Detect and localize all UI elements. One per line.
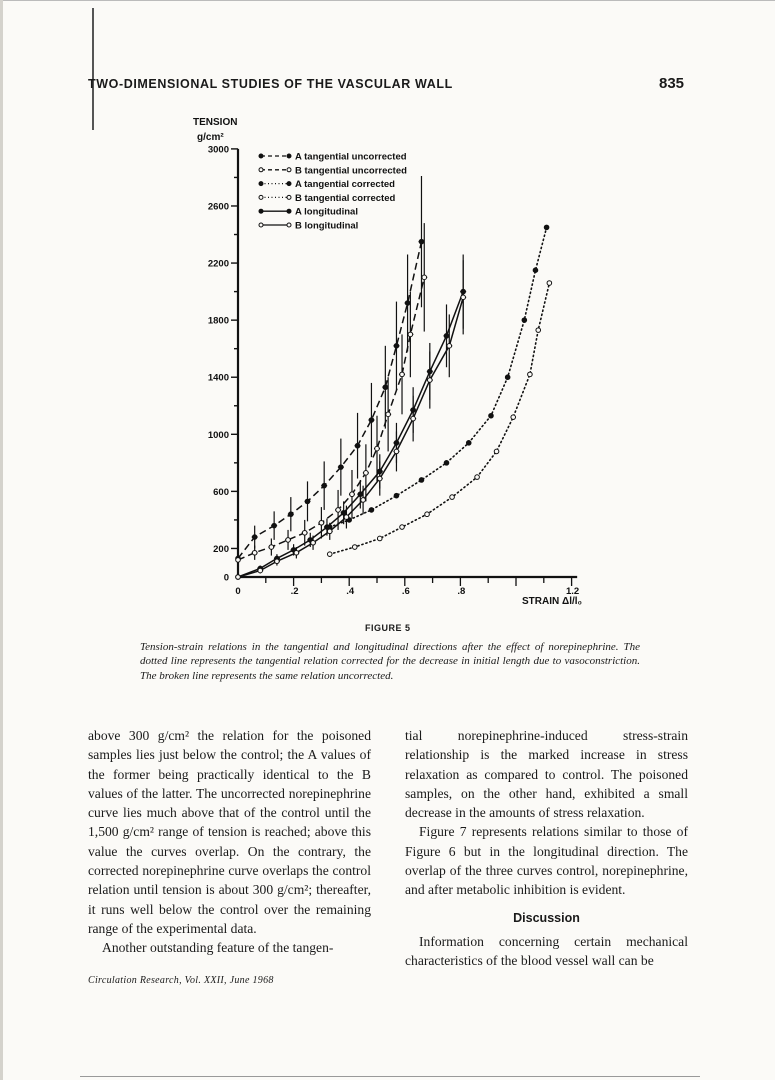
data-point <box>327 552 332 557</box>
data-point <box>419 239 424 244</box>
data-point <box>544 225 549 230</box>
y-tick-label: 600 <box>213 486 229 498</box>
x-tick-label: 1.2 <box>565 586 580 597</box>
y-tick-label: 3000 <box>207 144 229 156</box>
body-paragraph: above 300 g/cm² the relation for the poisoned samples lies just below the control; the A values of the former being practically identical to the B values of the latter. The uncorrected norepinephrine curve lies much above that of the control until the 1,500 g/cm² range of tension is reached; above this value the curves overlap. On the contrary, the corrected norepinephrine curve overlaps the control relation until tension is about 300 g/cm²; thereafter, it runs well below the control over the remaining range of the experimental data. <box>88 728 371 936</box>
data-point <box>325 525 330 530</box>
data-point <box>272 523 277 528</box>
x-tick-label: .8 <box>457 586 466 597</box>
data-point <box>522 318 527 323</box>
figure-caption: Tension-strain relations in the tangential and longitudinal directions after the effect of norepinephrine. The dotted line represents the tangential relation corrected for the decrease in initial length due to vasoconstriction. The broken line represents the same relation uncorrected. <box>140 641 640 682</box>
data-point <box>358 492 363 497</box>
body-paragraph: Information concerning certain mechanical characteristics of the blood vessel wall can be <box>405 933 688 969</box>
x-tick-label: .2 <box>290 586 299 597</box>
data-point <box>369 508 374 513</box>
legend-marker <box>287 154 291 158</box>
running-title: TWO-DIMENSIONAL STUDIES OF THE VASCULAR WALL <box>88 77 453 91</box>
y-axis-unit: g/cm² <box>197 132 224 143</box>
data-point <box>422 275 427 280</box>
data-point <box>505 375 510 380</box>
data-point <box>377 536 382 541</box>
data-point <box>302 530 307 535</box>
x-tick-label: .4 <box>346 586 355 597</box>
legend-marker <box>287 223 291 227</box>
y-tick-label: 2600 <box>207 201 229 213</box>
data-point <box>361 498 366 503</box>
chart-axes <box>193 117 582 607</box>
data-point <box>394 449 399 454</box>
data-point <box>536 328 541 333</box>
figure-label: FIGURE 5 <box>365 623 411 633</box>
data-point <box>466 441 471 446</box>
legend-entry: B longitudinal <box>295 220 359 232</box>
y-tick-label: 1800 <box>207 315 229 327</box>
y-tick-label: 0 <box>223 572 229 584</box>
series-5 <box>236 260 466 579</box>
data-point <box>394 493 399 498</box>
series-0 <box>236 176 425 561</box>
data-point <box>450 495 455 500</box>
data-point <box>339 465 344 470</box>
data-point <box>355 443 360 448</box>
series-4 <box>236 254 466 579</box>
data-point <box>494 449 499 454</box>
data-point <box>252 535 257 540</box>
data-point <box>528 372 533 377</box>
series-line <box>330 227 547 527</box>
y-axis-title: TENSION <box>193 117 238 128</box>
data-point <box>375 446 380 451</box>
page-number: 835 <box>659 75 685 92</box>
data-point <box>428 378 433 383</box>
y-tick-label: 2200 <box>207 258 229 270</box>
data-point <box>383 385 388 390</box>
data-point <box>400 372 405 377</box>
data-point <box>461 295 466 300</box>
data-point <box>405 301 410 306</box>
data-point <box>444 334 449 339</box>
x-tick-label: 0 <box>235 586 241 597</box>
x-tick-label: .6 <box>401 586 410 597</box>
page-bottom-rule <box>80 1076 700 1077</box>
body-paragraph: tial norepinephrine-induced stress-strain relationship is the marked increase in stress relaxation as compared to control. The poisoned samples, on the other hand, exhibited a small decrease in the amounts of stress relaxation. <box>405 728 688 821</box>
data-point <box>377 476 382 481</box>
chart-legend <box>259 152 407 232</box>
data-point <box>419 478 424 483</box>
data-point <box>322 483 327 488</box>
data-point <box>341 510 346 515</box>
legend-marker <box>259 154 263 158</box>
legend-marker <box>259 209 263 213</box>
data-point <box>386 412 391 417</box>
body-right-column <box>405 726 688 971</box>
data-point <box>336 508 341 513</box>
legend-marker <box>259 195 263 199</box>
data-point <box>350 492 355 497</box>
data-point <box>327 529 332 534</box>
legend-marker <box>287 209 291 213</box>
data-point <box>364 471 369 476</box>
series-1 <box>236 220 428 562</box>
data-point <box>275 559 280 564</box>
legend-entry: B tangential corrected <box>295 192 396 204</box>
data-point <box>444 461 449 466</box>
data-point <box>411 416 416 421</box>
y-tick-label: 200 <box>213 543 229 555</box>
legend-entry: A tangential corrected <box>295 179 395 191</box>
body-left-column <box>88 726 371 958</box>
legend-entry: A longitudinal <box>295 206 358 218</box>
data-point <box>319 520 324 525</box>
data-point <box>447 344 452 349</box>
data-point <box>400 525 405 530</box>
journal-footer: Circulation Research, Vol. XXII, June 1968 <box>88 975 274 986</box>
data-point <box>289 512 294 517</box>
data-point <box>369 418 374 423</box>
chart-series <box>236 176 552 579</box>
data-point <box>286 538 291 543</box>
data-point <box>425 512 430 517</box>
data-point <box>252 550 257 555</box>
data-point <box>269 545 274 550</box>
data-point <box>305 499 310 504</box>
y-tick-label: 1400 <box>207 372 229 384</box>
series-line <box>238 297 463 577</box>
legend-marker <box>287 168 291 172</box>
data-point <box>258 568 263 573</box>
data-point <box>344 515 349 520</box>
data-point <box>408 332 413 337</box>
section-heading-discussion: Discussion <box>513 910 580 925</box>
data-point <box>489 413 494 418</box>
series-line <box>238 292 463 577</box>
legend-marker <box>259 168 263 172</box>
data-point <box>236 558 241 563</box>
body-paragraph: Figure 7 represents relations similar to those of Figure 6 but in the longitudinal direction. The overlap of the three curves control, norepinephrine, and after metabolic inhibition is evident. <box>405 824 688 898</box>
data-point <box>352 545 357 550</box>
legend-marker <box>287 182 291 186</box>
data-point <box>236 575 241 580</box>
body-paragraph: Another outstanding feature of the tangen- <box>102 940 334 956</box>
y-tick-label: 1000 <box>207 429 229 441</box>
data-point <box>475 475 480 480</box>
legend-marker <box>259 182 263 186</box>
data-point <box>394 344 399 349</box>
data-point <box>511 415 516 420</box>
data-point <box>533 268 538 273</box>
data-point <box>294 550 299 555</box>
data-point <box>547 281 552 286</box>
series-line <box>238 242 422 559</box>
legend-entry: B tangential uncorrected <box>295 165 407 177</box>
x-axis-title: STRAIN Δl/l₀ <box>522 596 583 607</box>
data-point <box>311 540 316 545</box>
legend-marker <box>259 223 263 227</box>
legend-marker <box>287 195 291 199</box>
legend-entry: A tangential uncorrected <box>295 151 407 163</box>
